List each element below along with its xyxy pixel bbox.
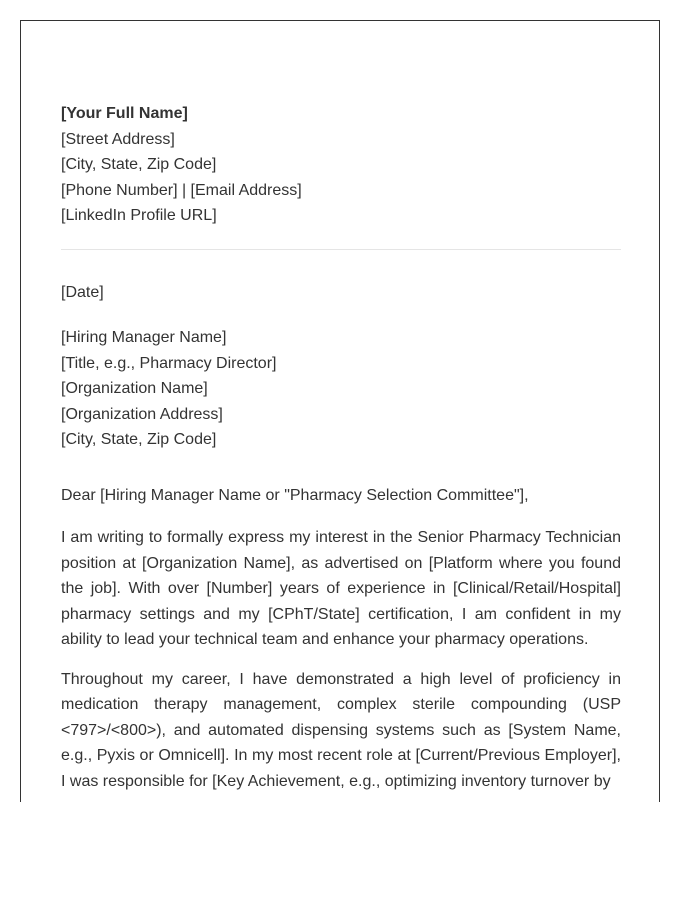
sender-contact: [Phone Number] | [Email Address]	[61, 181, 302, 199]
letter-page	[20, 20, 660, 802]
sender-name: [Your Full Name]	[61, 105, 188, 122]
sender-street: [Street Address]	[61, 130, 175, 148]
recipient-title: [Title, e.g., Pharmacy Director]	[61, 354, 277, 372]
recipient-manager: [Hiring Manager Name]	[61, 329, 227, 346]
salutation: Dear [Hiring Manager Name or "Pharmacy Selection Committee"],	[61, 486, 529, 504]
sender-block	[61, 101, 621, 229]
letter-content	[61, 101, 621, 794]
recipient-organization: [Organization Name]	[61, 380, 208, 397]
letter-date: [Date]	[61, 283, 104, 301]
header-divider	[61, 249, 621, 250]
recipient-city: [City, State, Zip Code]	[61, 431, 217, 448]
body-paragraph-2: Throughout my career, I have demonstrated a high level of proficiency in medication therapy management, complex sterile compounding (USP <797>/<800>), and automated dispensing systems such as [System Name, e.g., Pyxis or Omnicell]. In my most recent role at [Current/Previous Employer], I was responsible for [Key Achievement, e.g., optimizing inventory turnover by	[61, 670, 621, 790]
date-block	[61, 280, 621, 306]
recipient-address: [Organization Address]	[61, 405, 223, 423]
sender-linkedin: [LinkedIn Profile URL]	[61, 207, 217, 224]
recipient-block	[61, 325, 621, 453]
sender-city: [City, State, Zip Code]	[61, 156, 217, 173]
body-paragraph-1: I am writing to formally express my interest in the Senior Pharmacy Technician position at [Organization Name], as advertised on [Platform where you found the job]. With over [Number] years of experience in [Clinical/Retail/Hospital] pharmacy settings and my [CPhT/State] certification, I am confident in my ability to lead your technical team and enhance your pharmacy operations.	[61, 529, 621, 648]
salutation-block	[61, 483, 621, 509]
